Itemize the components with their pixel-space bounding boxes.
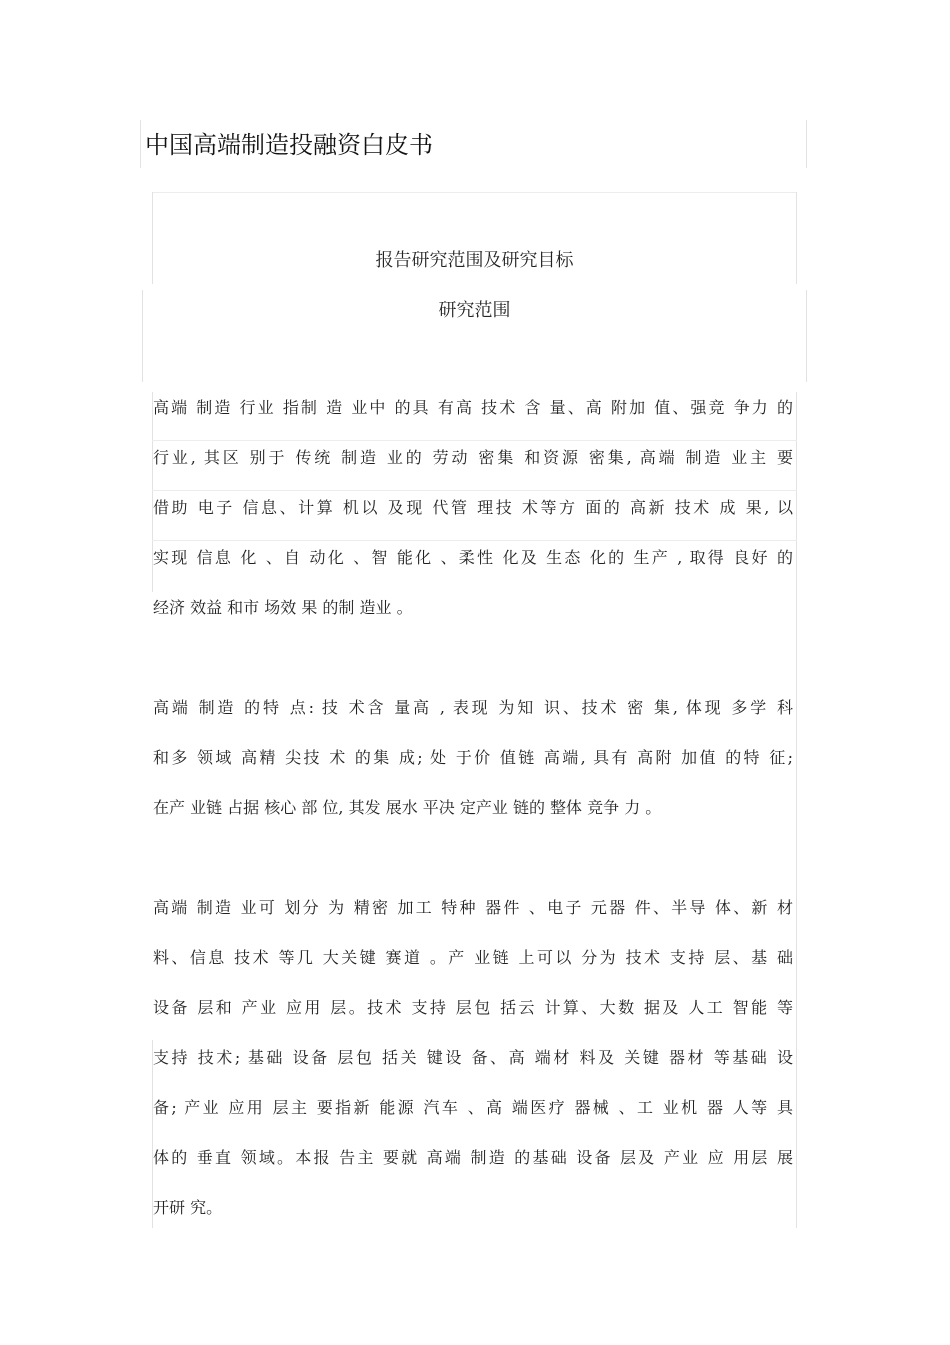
divider xyxy=(806,120,807,168)
paragraph-definition xyxy=(153,393,793,643)
paragraph-line: 支持 技术; 基础 设备 层包 括关 键设 备、高 端材 料及 关键 器材 等基础 设 xyxy=(153,1048,793,1067)
section-heading: 报告研究范围及研究目标 xyxy=(375,250,574,271)
divider xyxy=(142,290,143,382)
paragraph-line: 在产 业链 占据 核心 部 位, 其发 展水 平决 定产业 链的 整体 竞争 力 。 xyxy=(153,798,662,817)
paragraph-line: 高端 制造 的特 点: 技 术含 量高 , 表现 为知 识、技术 密 集, 体现 多学 科 xyxy=(153,698,793,717)
paragraph-line: 备; 产业 应用 层主 要指新 能源 汽车 、高 端医疗 器械 、工 业机 器 人等 具 xyxy=(153,1098,793,1117)
paragraph-line: 体的 垂直 领域。本报 告主 要就 高端 制造 的基础 设备 层及 产业 应 用层 展 xyxy=(153,1148,793,1167)
paragraph-line: 开研 究。 xyxy=(153,1198,223,1217)
sub-heading: 研究范围 xyxy=(438,300,511,321)
divider xyxy=(796,592,797,1228)
document-title: 中国高端制造投融资白皮书 xyxy=(145,131,433,159)
paragraph-line: 实现 信息 化 、自 动化 、智 能化 、柔性 化及 生态 化的 生产 , 取得 良好 的 xyxy=(153,548,793,567)
paragraph-line: 设备 层和 产业 应用 层。技术 支持 层包 括云 计算、大数 据及 人工 智能 等 xyxy=(153,998,793,1017)
paragraph-characteristics xyxy=(153,693,793,843)
divider xyxy=(806,290,807,382)
paragraph-line: 料、信息 技术 等几 大关键 赛道 。产 业链 上可以 分为 技术 支持 层、基 础 xyxy=(153,948,793,967)
paragraph-line: 高端 制造 业可 划分 为 精密 加工 特种 器件 、电子 元器 件、半导 体、新 材 xyxy=(153,898,793,917)
divider xyxy=(140,120,141,168)
paragraph-segments xyxy=(153,893,793,1243)
divider xyxy=(796,392,797,592)
paragraph-line: 高端 制造 行业 指制 造 业中 的具 有高 技术 含 量、高 附加 值、强竞 争力 的 xyxy=(153,398,793,417)
paragraph-line: 借助 电子 信息、计算 机以 及现 代管 理技 术等方 面的 高新 技术 成 果, 以 xyxy=(153,498,793,517)
paragraph-line: 和多 领域 高精 尖技 术 的集 成; 处 于价 值链 高端, 具有 高附 加值 的特 征; xyxy=(153,748,793,767)
paragraph-line: 行业, 其区 别于 传统 制造 业的 劳动 密集 和资源 密集, 高端 制造 业主 要 xyxy=(153,448,793,467)
paragraph-line: 经济 效益 和市 场效 果 的制 造业 。 xyxy=(153,598,413,617)
divider xyxy=(152,192,797,193)
